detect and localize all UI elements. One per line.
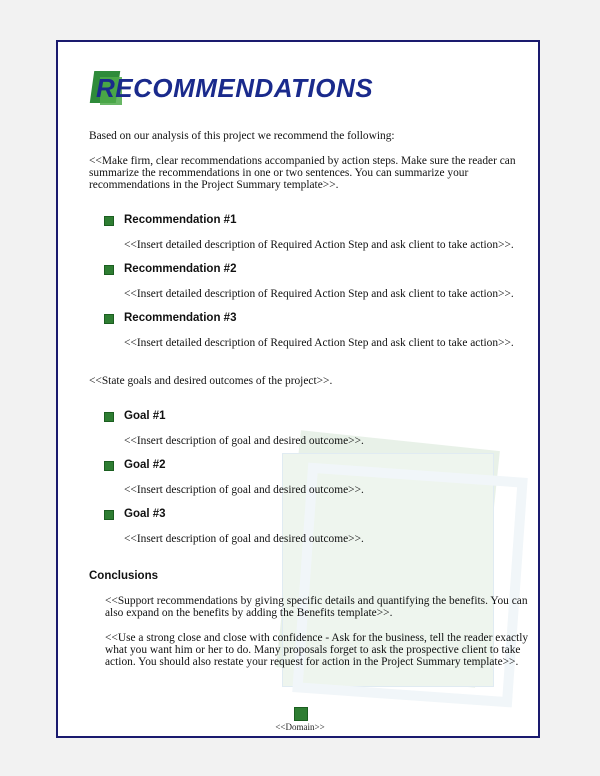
conclusions-para2-line-2: what you want him or her to do. Many proposals forget to ask the prospective client to take [105, 644, 521, 656]
recommendation-2-heading: Recommendation #2 [124, 263, 237, 275]
logo-title: RECOMMENDATIONS [96, 73, 374, 103]
recommendations-logo [90, 71, 380, 105]
recommendation-2-detail: <<Insert detailed description of Required Action Step and ask client to take action>>. [124, 288, 514, 300]
conclusions-para1-line-1: <<Support recommendations by giving specific details and quantifying the benefits. You can [105, 595, 528, 607]
instructions-line-3: recommendations in the Project Summary template>>. [89, 179, 339, 191]
green-bullet-icon [104, 265, 114, 275]
recommendation-1-detail: <<Insert detailed description of Required Action Step and ask client to take action>>. [124, 239, 514, 251]
watermark-outline [292, 463, 528, 708]
green-bullet-icon [104, 510, 114, 520]
recommendation-3-detail: <<Insert detailed description of Required Action Step and ask client to take action>>. [124, 337, 514, 349]
recommendation-3-heading: Recommendation #3 [124, 312, 237, 324]
goal-1-heading: Goal #1 [124, 410, 166, 422]
intro-text: Based on our analysis of this project we recommend the following: [89, 130, 395, 142]
goals-intro: <<State goals and desired outcomes of the project>>. [89, 375, 333, 387]
goal-3-heading: Goal #3 [124, 508, 166, 520]
conclusions-para1-line-2: also expand on the benefits by adding the Benefits template>>. [105, 607, 393, 619]
conclusions-para2-line-3: action. You should also restate your request for action in the Project Summary template>>. [105, 656, 519, 668]
conclusions-heading: Conclusions [89, 570, 159, 582]
green-bullet-icon [104, 412, 114, 422]
goal-2-detail: <<Insert description of goal and desired outcome>>. [124, 484, 364, 496]
green-bullet-icon [104, 314, 114, 324]
goal-1-detail: <<Insert description of goal and desired outcome>>. [124, 435, 364, 447]
goal-2-heading: Goal #2 [124, 459, 166, 471]
footer-logo-icon [294, 707, 308, 721]
green-bullet-icon [104, 461, 114, 471]
recommendation-1-heading: Recommendation #1 [124, 214, 237, 226]
instructions-line-2: summarize the recommendations in one or two sentences. You can summarize your [89, 167, 469, 179]
green-bullet-icon [104, 216, 114, 226]
footer-domain: <<Domain>> [275, 722, 325, 732]
goal-3-detail: <<Insert description of goal and desired outcome>>. [124, 533, 364, 545]
conclusions-para2-line-1: <<Use a strong close and close with confidence - Ask for the business, tell the reader exactly [105, 632, 529, 644]
instructions-line-1: <<Make firm, clear recommendations accompanied by action steps. Make sure the reader can [89, 155, 516, 167]
